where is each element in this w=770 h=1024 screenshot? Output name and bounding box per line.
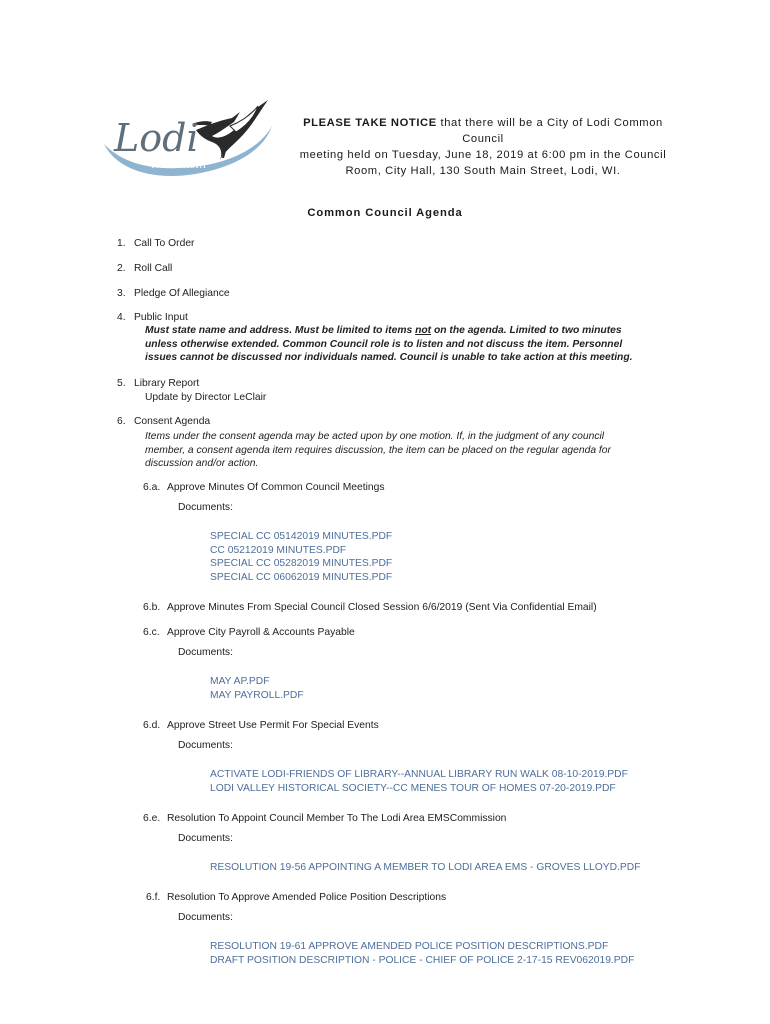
agenda-item-2: [117, 262, 172, 276]
document-link[interactable]: MAY PAYROLL.PDF: [210, 690, 304, 701]
subitem-label: Approve Minutes Of Common Council Meetings: [167, 482, 385, 493]
public-input-note: [145, 324, 675, 365]
document-link[interactable]: RESOLUTION 19-56 APPOINTING A MEMBER TO LODI AREA EMS - GROVES LLOYD.PDF: [210, 862, 641, 873]
subitem-number: 6.d.: [143, 720, 161, 731]
consent-agenda-note: [145, 430, 675, 471]
documents-label: Documents:: [178, 833, 233, 844]
consent-note-line-3: discussion and/or action.: [145, 458, 259, 469]
documents-label: Documents:: [178, 740, 233, 751]
subitem-number: 6.b.: [143, 602, 161, 613]
subitem-label: Approve City Payroll & Accounts Payable: [167, 627, 355, 638]
library-report-note: Update by Director LeClair: [145, 392, 267, 403]
public-input-note-line-1: [145, 324, 675, 338]
notice-line-1: [283, 115, 683, 147]
subitem-label: Resolution To Approve Amended Police Position Descriptions: [167, 892, 447, 903]
item-number: 2.: [117, 263, 126, 274]
notice-line-3: Room, City Hall, 130 South Main Street, Lodi, WI.: [345, 165, 621, 177]
subitem-number: 6.e.: [143, 813, 161, 824]
consent-note-line-2: member, a consent agenda item requires discussion, the item can be placed on the regular agenda for: [145, 444, 611, 456]
subitem-6e: [143, 812, 506, 826]
item-label: Consent Agenda: [134, 416, 211, 427]
item-label: Call To Order: [134, 238, 195, 249]
document-link[interactable]: LODI VALLEY HISTORICAL SOCIETY--CC MENES TOUR OF HOMES 07-20-2019.PDF: [210, 783, 616, 794]
agenda-item-6: [117, 415, 210, 429]
subitem-number: 6.c.: [143, 627, 160, 638]
item-number: 4.: [117, 312, 126, 323]
consent-note-line-1: Items under the consent agenda may be acted upon by one motion. If, in the judgment of any council: [145, 431, 605, 442]
agenda-item-4: [117, 311, 188, 325]
logo-graphic: [100, 96, 280, 186]
item-label: Pledge Of Allegiance: [134, 288, 230, 299]
subitem-6b: [143, 601, 597, 615]
notice-line-2: meeting held on Tuesday, June 18, 2019 at 6:00 pm in the Council: [299, 149, 667, 161]
agenda-item-3: [117, 287, 230, 301]
document-link[interactable]: DRAFT POSITION DESCRIPTION - POLICE - CHIEF OF POLICE 2-17-15 REV062019.PDF: [210, 955, 635, 966]
item-number: 3.: [117, 288, 126, 299]
subitem-label: Approve Street Use Permit For Special Events: [167, 720, 379, 731]
subitem-number: 6.a.: [143, 482, 161, 493]
note-text: Must state name and address. Must be limited to items: [145, 325, 416, 336]
document-link[interactable]: SPECIAL CC 05142019 MINUTES.PDF: [210, 531, 393, 542]
document-link[interactable]: ACTIVATE LODI-FRIENDS OF LIBRARY--ANNUAL LIBRARY RUN WALK 08-10-2019.PDF: [210, 769, 628, 780]
item-label: Public Input: [134, 312, 188, 323]
item-label: Roll Call: [134, 263, 173, 274]
note-underlined-not: not: [415, 325, 432, 336]
public-input-note-line-2: unless otherwise extended. Common Council role is to listen and not discuss the item. Personnel: [145, 338, 623, 350]
documents-label: Documents:: [178, 912, 233, 923]
subitem-6c: [143, 626, 355, 640]
agenda-item-5: [117, 377, 199, 391]
document-link[interactable]: CC 05212019 MINUTES.PDF: [210, 545, 347, 556]
public-input-note-line-3: issues cannot be discussed nor individuals named. Council is unable to take action at this meeting.: [145, 352, 633, 363]
agenda-title: Common Council Agenda: [307, 207, 463, 219]
document-link[interactable]: SPECIAL CC 06062019 MINUTES.PDF: [210, 572, 393, 583]
subitem-number: 6.f.: [146, 892, 161, 903]
subitem-6a: [143, 481, 384, 495]
document-link[interactable]: MAY AP.PDF: [210, 676, 270, 687]
notice-line1-rest: that there will be a City of Lodi Common Council: [436, 117, 663, 145]
logo-lodi-text: Lodi: [114, 116, 199, 160]
item-number: 5.: [117, 378, 126, 389]
document-link[interactable]: RESOLUTION 19-61 APPROVE AMENDED POLICE POSITION DESCRIPTIONS.PDF: [210, 941, 609, 952]
documents-label: Documents:: [178, 502, 233, 513]
item-label: Library Report: [134, 378, 200, 389]
subitem-label: Resolution To Appoint Council Member To The Lodi Area EMSCommission: [167, 813, 507, 824]
notice-lead: PLEASE TAKE NOTICE: [303, 117, 437, 129]
subitem-6f: [146, 891, 446, 905]
item-number: 1.: [117, 238, 126, 249]
document-link[interactable]: SPECIAL CC 05282019 MINUTES.PDF: [210, 558, 393, 569]
subitem-6d: [143, 719, 379, 733]
documents-label: Documents:: [178, 647, 233, 658]
meeting-notice: [283, 115, 683, 179]
subitem-label: Approve Minutes From Special Council Closed Session 6/6/2019 (Sent Via Confidential Email): [167, 602, 597, 613]
logo-wisconsin-text: Wisconsin: [150, 158, 207, 171]
agenda-item-1: [117, 237, 194, 251]
item-number: 6.: [117, 416, 126, 427]
note-text: on the agenda. Limited to two minutes: [431, 325, 622, 336]
lodi-wisconsin-logo: [100, 96, 280, 186]
